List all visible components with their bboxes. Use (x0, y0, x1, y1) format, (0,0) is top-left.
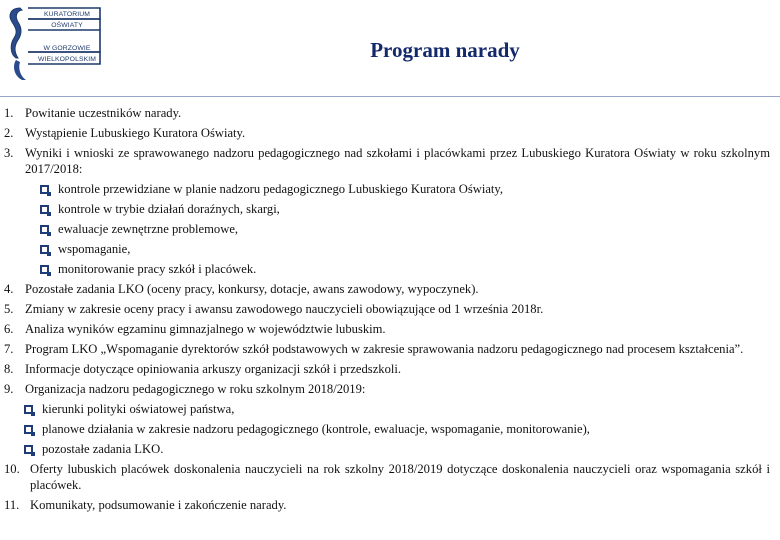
square-bullet-icon (40, 265, 49, 274)
agenda-item-number: 4. (4, 282, 14, 296)
agenda-item (4, 381, 770, 397)
agenda-subitem-text: wspomaganie, (58, 242, 131, 256)
square-bullet-icon (40, 245, 49, 254)
agenda-subitem (40, 261, 770, 277)
square-bullet-icon (40, 225, 49, 234)
agenda-item (4, 497, 770, 513)
agenda-subitem-text: kontrole przewidziane w planie nadzoru pedagogicznego Lubuskiego Kuratora Oświaty, (58, 182, 504, 196)
agenda-item-text: Powitanie uczestników narady. (25, 106, 182, 120)
agenda-item-text: Pozostałe zadania LKO (oceny pracy, konkursy, dotacje, awans zawodowy, wypoczynek). (25, 282, 479, 296)
square-bullet-icon (24, 425, 33, 434)
agenda-item-text: Komunikaty, podsumowanie i zakończenie narady. (30, 498, 287, 512)
agenda-subitem (40, 221, 770, 237)
square-bullet-icon (24, 445, 33, 454)
agenda-item-text: Wyniki i wnioski ze sprawowanego nadzoru pedagogicznego nad szkołami i placówkami przez Lubuskiego Kuratora Oświaty w roku szkolnym 2017/2018: (25, 146, 770, 176)
agenda-subitem (24, 421, 770, 437)
agenda-item-number: 8. (4, 362, 14, 376)
agenda-subitem-text: planowe działania w zakresie nadzoru pedagogicznego (kontrole, ewaluacje, wspomaganie, monitorowanie), (42, 422, 590, 436)
agenda-item-text: Organizacja nadzoru pedagogicznego w roku szkolnym 2018/2019: (25, 382, 366, 396)
divider (0, 96, 780, 97)
agenda-item-number: 3. (4, 146, 14, 160)
agenda-subitem (24, 401, 770, 417)
logo-line: OŚWIATY (51, 22, 83, 29)
logo-line: W GORZOWIE (43, 45, 91, 52)
agenda-subitem (40, 241, 770, 257)
agenda-subitem-text: kontrole w trybie działań doraźnych, skargi, (58, 202, 280, 216)
agenda-item-text: Wystąpienie Lubuskiego Kuratora Oświaty. (25, 126, 246, 140)
agenda-subitem-text: pozostałe zadania LKO. (42, 442, 164, 456)
agenda-item-number: 1. (4, 106, 14, 120)
agenda-subitem-text: monitorowanie pracy szkół i placówek. (58, 262, 257, 276)
agenda-item-text: Oferty lubuskich placówek doskonalenia nauczycieli na rok szkolny 2018/2019 dotyczące doskonalenia nauczycieli oraz wspomagania szkół i placówek. (30, 462, 770, 492)
square-bullet-icon (40, 185, 49, 194)
agenda-item (4, 281, 770, 297)
square-bullet-icon (40, 205, 49, 214)
agenda-subitem-text: ewaluacje zewnętrzne problemowe, (58, 222, 239, 236)
agenda-item (4, 321, 770, 337)
agenda-subitem (40, 181, 770, 197)
agenda-item (4, 145, 770, 177)
agenda-item-number: 10. (4, 462, 20, 476)
agenda-item-number: 5. (4, 302, 14, 316)
agenda-item (4, 461, 770, 493)
page-title: Program narady (370, 38, 520, 62)
agenda-item-text: Analiza wyników egzaminu gimnazjalnego w województwie lubuskim. (25, 322, 386, 336)
agenda-subitem (40, 201, 770, 217)
agenda-item-text: Informacje dotyczące opiniowania arkuszy organizacji szkół i przedszkoli. (25, 362, 402, 376)
agenda-item (4, 105, 770, 121)
agenda-item-text: Program LKO „Wspomaganie dyrektorów szkół podstawowych w zakresie sprawowania nadzoru pedagogicznego nad procesem kształcenia”. (25, 342, 744, 356)
square-bullet-icon (24, 405, 33, 414)
agenda-subitem-text: kierunki polityki oświatowej państwa, (42, 402, 235, 416)
agenda-item-number: 6. (4, 322, 14, 336)
logo-line: KURATORIUM (43, 11, 91, 18)
agenda-item-text: Zmiany w zakresie oceny pracy i awansu zawodowego nauczycieli obowiązujące od 1 września 2018r. (25, 302, 544, 316)
agenda-item (4, 341, 770, 357)
agenda-subitem (24, 441, 770, 457)
logo-line: WIELKOPOLSKIM (38, 56, 96, 63)
agenda-item-number: 7. (4, 342, 14, 356)
agenda-item-number: 9. (4, 382, 14, 396)
agenda-item (4, 301, 770, 317)
agenda-item-number: 11. (4, 498, 20, 512)
agenda-list (4, 105, 770, 517)
agenda-item-number: 2. (4, 126, 14, 140)
agenda-item (4, 125, 770, 141)
agenda-item (4, 361, 770, 377)
